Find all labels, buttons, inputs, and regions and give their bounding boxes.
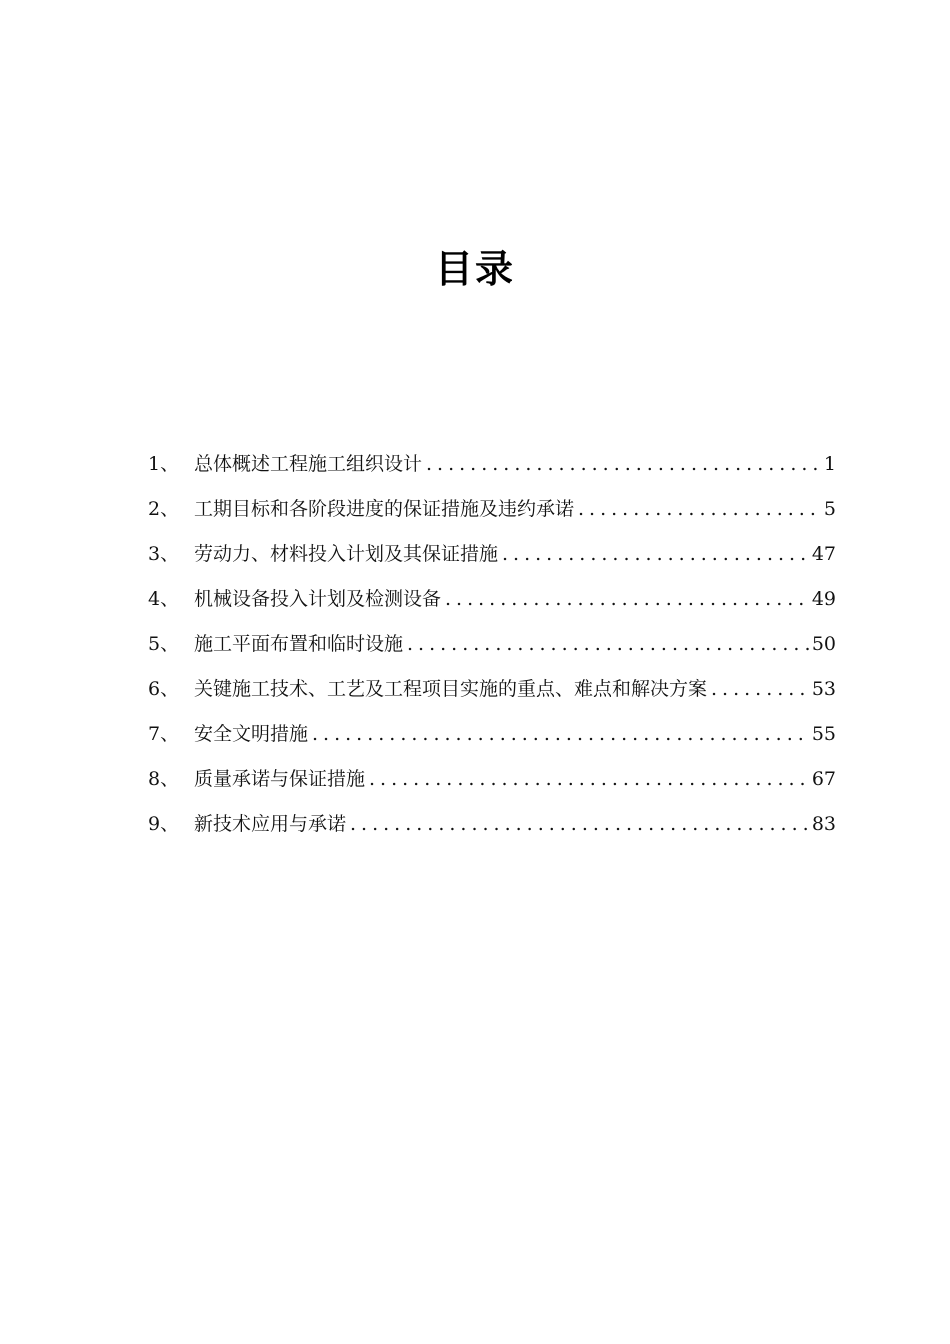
toc-dot-leader xyxy=(441,584,810,614)
toc-entry-number: 1、 xyxy=(148,453,180,475)
toc-entry-page: 50 xyxy=(811,633,836,655)
toc-entry-number: 6、 xyxy=(148,678,180,700)
toc-entry-number: 7、 xyxy=(148,723,180,745)
toc-dot-leader xyxy=(308,719,810,749)
toc-entry[interactable] xyxy=(148,719,836,764)
toc-entry-number: 8、 xyxy=(148,768,180,790)
toc-entry-page: 49 xyxy=(811,588,836,610)
toc-entry[interactable] xyxy=(148,629,836,674)
toc-entry-number: 9、 xyxy=(148,813,180,835)
toc-entry[interactable] xyxy=(148,494,836,539)
toc-dot-leader xyxy=(707,674,810,704)
toc-entry-title: 关键施工技术、工艺及工程项目实施的重点、难点和解决方案 xyxy=(194,678,708,700)
toc-entry-title: 总体概述工程施工组织设计 xyxy=(194,453,423,475)
toc-entry-number: 4、 xyxy=(148,588,180,610)
toc-entry-page: 47 xyxy=(811,543,836,565)
toc-entry-page: 55 xyxy=(811,723,836,745)
toc-dot-leader xyxy=(498,539,810,569)
toc-entry-title: 劳动力、材料投入计划及其保证措施 xyxy=(194,543,499,565)
toc-entry[interactable] xyxy=(148,449,836,494)
toc-entry-title: 工期目标和各阶段进度的保证措施及违约承诺 xyxy=(194,498,575,520)
toc-entry-title: 安全文明措施 xyxy=(194,723,309,745)
toc-entry[interactable] xyxy=(148,584,836,629)
toc-entry[interactable] xyxy=(148,674,836,719)
toc-entry-page: 53 xyxy=(811,678,836,700)
toc-dot-leader xyxy=(574,494,822,524)
toc-entry[interactable] xyxy=(148,539,836,584)
toc-dot-leader xyxy=(403,629,810,659)
toc-dot-leader xyxy=(422,449,822,479)
toc-entry[interactable] xyxy=(148,764,836,809)
toc-entry-number: 2、 xyxy=(148,498,180,520)
toc-dot-leader xyxy=(346,809,810,839)
toc-entry-number: 3、 xyxy=(148,543,180,565)
toc-entry-title: 机械设备投入计划及检测设备 xyxy=(194,588,442,610)
toc-entry-number: 5、 xyxy=(148,633,180,655)
toc-dot-leader xyxy=(365,764,810,794)
toc-entry-title: 新技术应用与承诺 xyxy=(194,813,347,835)
toc-entry-title: 施工平面布置和临时设施 xyxy=(194,633,404,655)
table-of-contents xyxy=(148,449,836,854)
toc-entry-page: 83 xyxy=(811,813,836,835)
toc-entry-page: 5 xyxy=(823,498,836,520)
toc-entry-page: 67 xyxy=(811,768,836,790)
toc-entry[interactable] xyxy=(148,809,836,854)
toc-entry-page: 1 xyxy=(823,453,836,475)
toc-entry-title: 质量承诺与保证措施 xyxy=(194,768,366,790)
page-title: 目录 xyxy=(434,247,515,291)
